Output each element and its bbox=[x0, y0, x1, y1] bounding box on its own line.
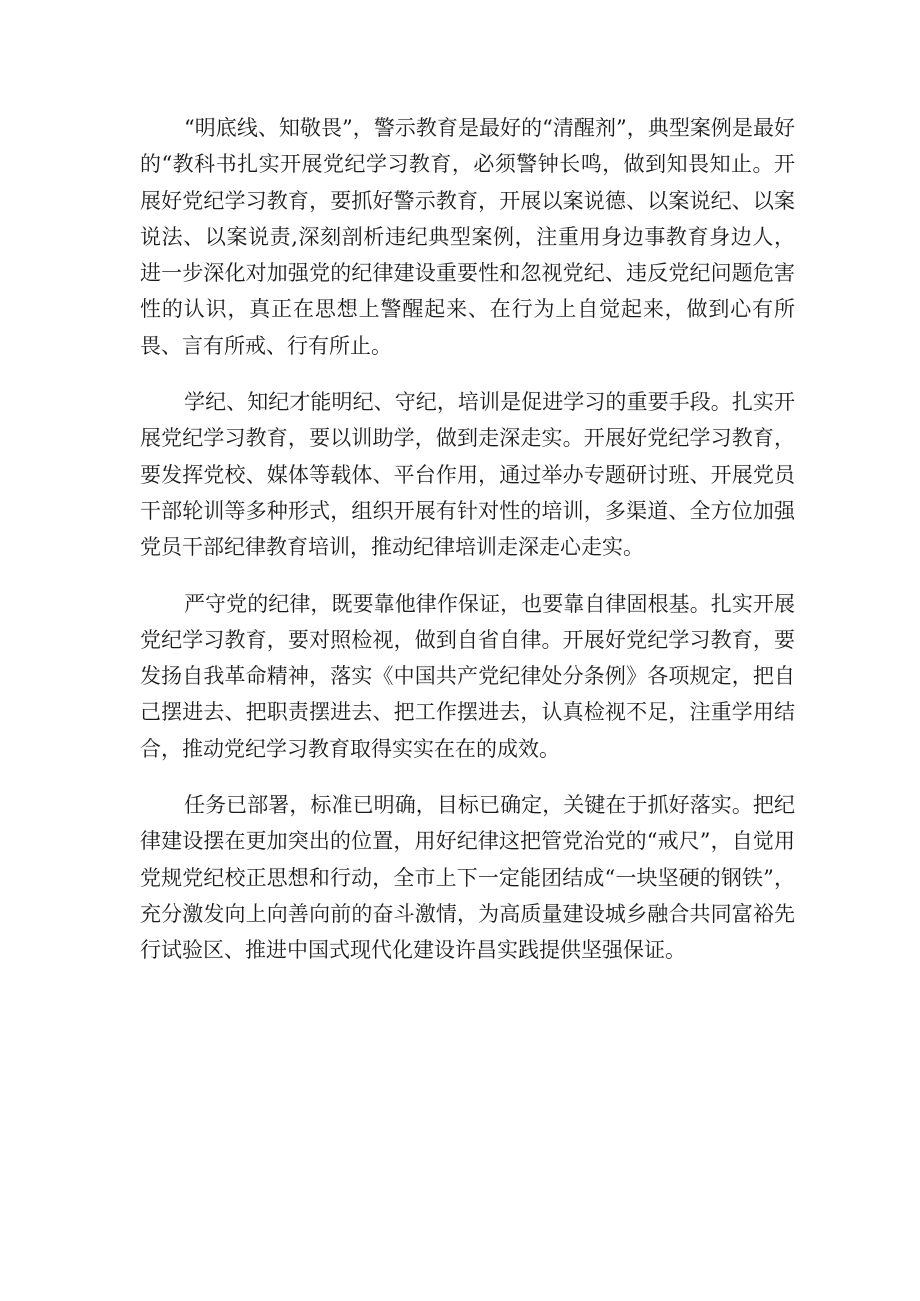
document-body bbox=[140, 110, 795, 989]
paragraph-3: 严守党的纪律，既要靠他律作保证，也要靠自律固根基。扎实开展党纪学习教育，要对照检视，做到自省自律。开展好党纪学习教育，要发扬自我革命精神，落实《中国共产党纪律处分条例》各项规定，把自己摆进去、把职责摆进去、把工作摆进去，认真检视不足，注重学用结合，推动党纪学习教育取得实实在在的成效。 bbox=[140, 591, 795, 761]
paragraph-1: “明底线、知敬畏”，警示教育是最好的“清醒剂”，典型案例是最好的“教科书扎实开展党纪学习教育，必须警钟长鸣，做到知畏知止。开展好党纪学习教育，要抓好警示教育，开展以案说德、以案说纪、以案说法、以案说责,深刻剖析违纪典型案例，注重用身边事教育身边人，进一步深化对加强党的纪律建设重要性和忽视党纪、违反党纪问题危害性的认识，真正在思想上警醒起来、在行为上自觉起来，做到心有所畏、言有所戒、行有所止。 bbox=[140, 116, 795, 358]
paragraph-2: 学纪、知纪才能明纪、守纪，培训是促进学习的重要手段。扎实开展党纪学习教育，要以训助学，做到走深走实。开展好党纪学习教育，要发挥党校、媒体等载体、平台作用，通过举办专题研讨班、开展党员干部轮训等多种形式，组织开展有针对性的培训，多渠道、全方位加强党员干部纪律教育培训，推动纪律培训走深走心走实。 bbox=[140, 390, 795, 560]
paragraph-4: 任务已部署，标准已明确，目标已确定，关键在于抓好落实。把纪律建设摆在更加突出的位置，用好纪律这把管党治党的“戒尺”，自觉用党规党纪校正思想和行动，全市上下一定能团结成“一块坚硬的钢铁”，充分激发向上向善向前的奋斗激情，为高质量建设城乡融合共同富裕先行试验区、推进中国式现代化建设许昌实践提供坚强保证。 bbox=[140, 793, 795, 963]
